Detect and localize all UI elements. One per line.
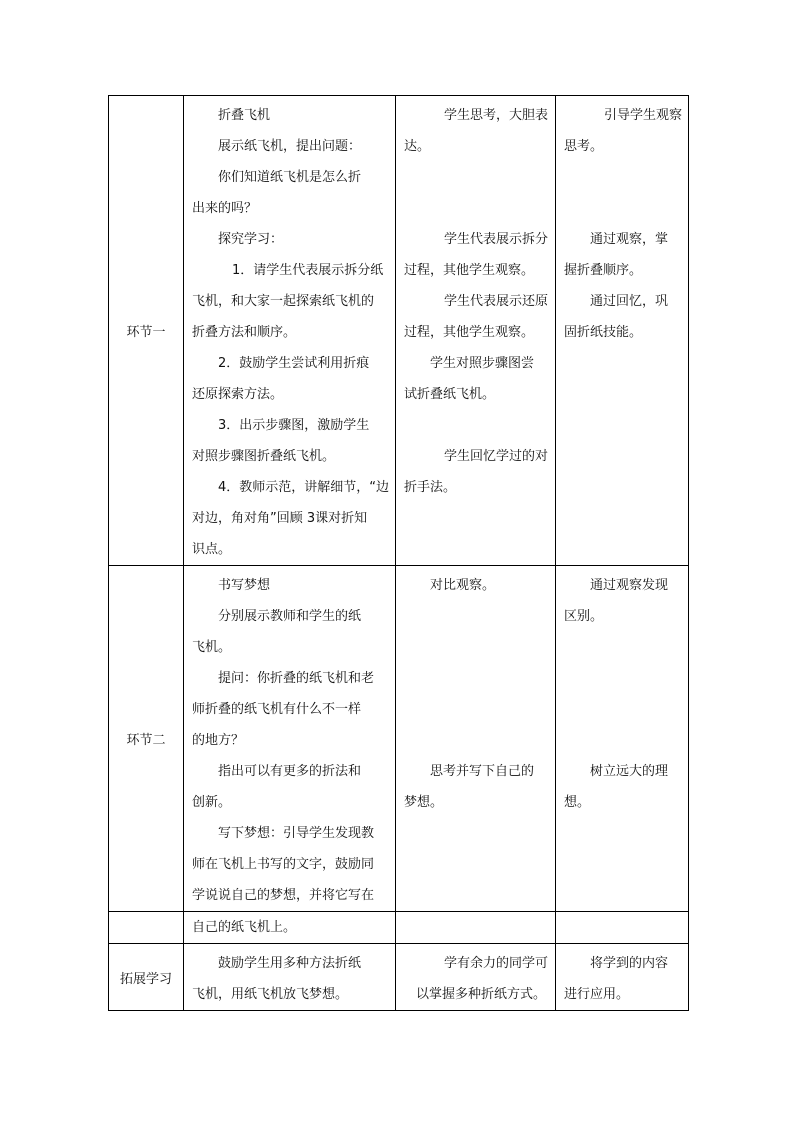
stage-cell bbox=[109, 912, 184, 944]
text-line: 2．鼓励学生尝试利用折痕 bbox=[218, 356, 370, 371]
text-line bbox=[564, 193, 682, 224]
text-line: 进行应用。 bbox=[564, 987, 630, 1002]
text-line bbox=[564, 632, 682, 663]
text-line: 达。 bbox=[404, 139, 431, 154]
text-line: 固折纸技能。 bbox=[564, 325, 643, 340]
text-line: 飞机，和大家一起探索纸飞机的 bbox=[192, 294, 375, 309]
text-line bbox=[564, 694, 682, 725]
text-line: 创新。 bbox=[192, 795, 232, 810]
student-activity-cell bbox=[396, 944, 556, 1011]
text-line: 折叠飞机 bbox=[218, 108, 271, 123]
text-line: 出来的吗？ bbox=[192, 201, 258, 216]
student-activity-cell bbox=[396, 912, 556, 944]
text-line: 展示纸飞机，提出问题： bbox=[218, 139, 362, 154]
table-row bbox=[109, 944, 689, 1011]
stage-cell: 环节一 bbox=[109, 96, 184, 566]
text-line: 学生对照步骤图尝 bbox=[430, 356, 535, 371]
text-line: 分别展示教师和学生的纸 bbox=[218, 609, 362, 624]
text-line: 折叠方法和顺序。 bbox=[192, 325, 297, 340]
stage-cell: 拓展学习 bbox=[109, 944, 184, 1011]
student-activity-cell bbox=[396, 566, 556, 912]
text-line: 通过观察，掌 bbox=[590, 232, 669, 247]
text-line: 师折叠的纸飞机有什么不一样 bbox=[192, 702, 362, 717]
text-line: 握折叠顺序。 bbox=[564, 263, 643, 278]
text-line: 3．出示步骤图，激励学生 bbox=[218, 418, 370, 433]
text-line: 对比观察。 bbox=[430, 578, 496, 593]
text-line: 提问：你折叠的纸飞机和老 bbox=[218, 671, 375, 686]
text-line: 指出可以有更多的折法和 bbox=[218, 764, 362, 779]
content-cell bbox=[184, 96, 396, 566]
text-line: 4．教师示范，讲解细节，“边 bbox=[218, 480, 390, 495]
text-line: 你们知道纸飞机是怎么折 bbox=[218, 170, 362, 185]
text-line bbox=[404, 663, 549, 694]
lesson-plan-table bbox=[108, 95, 689, 1011]
text-line: 学生代表展示还原 bbox=[444, 294, 549, 309]
text-line: 飞机，用纸飞机放飞梦想。 bbox=[192, 987, 349, 1002]
text-line bbox=[404, 410, 549, 441]
text-line: 思考并写下自己的 bbox=[430, 764, 535, 779]
text-line: 鼓励学生用多种方法折纸 bbox=[218, 956, 362, 971]
table-row bbox=[109, 566, 689, 912]
text-line: 想。 bbox=[564, 795, 591, 810]
text-line: 书写梦想 bbox=[218, 578, 271, 593]
text-line: 识点。 bbox=[192, 542, 232, 557]
table-row bbox=[109, 912, 689, 944]
text-line: 过程，其他学生观察。 bbox=[404, 325, 535, 340]
text-line bbox=[404, 725, 549, 756]
text-line: 自己的纸飞机上。 bbox=[192, 920, 297, 935]
text-line: 还原探索方法。 bbox=[192, 387, 284, 402]
text-line bbox=[564, 725, 682, 756]
text-line: 的地方？ bbox=[192, 733, 245, 748]
table-row bbox=[109, 96, 689, 566]
text-line: 写下梦想：引导学生发现教 bbox=[218, 826, 375, 841]
text-line: 过程，其他学生观察。 bbox=[404, 263, 535, 278]
text-line bbox=[404, 162, 549, 193]
text-line: 师在飞机上书写的文字，鼓励同 bbox=[192, 857, 375, 872]
text-line: 学生代表展示拆分 bbox=[444, 232, 549, 247]
text-line: 对边，角对角”回顾 3课对折知 bbox=[192, 511, 368, 526]
text-line bbox=[404, 193, 549, 224]
text-line: 通过观察发现 bbox=[590, 578, 669, 593]
text-line: 思考。 bbox=[564, 139, 604, 154]
text-line: 折手法。 bbox=[404, 480, 457, 495]
text-line: 学说说自己的梦想，并将它写在 bbox=[192, 888, 375, 903]
text-line: 学有余力的同学可 bbox=[444, 956, 549, 971]
text-line: 以掌握多种折纸方式。 bbox=[416, 987, 547, 1002]
design-intent-cell bbox=[556, 566, 689, 912]
text-line: 1．请学生代表展示拆分纸 bbox=[232, 263, 384, 278]
content-cell bbox=[184, 912, 396, 944]
text-line bbox=[564, 663, 682, 694]
text-line: 对照步骤图折叠纸飞机。 bbox=[192, 449, 336, 464]
design-intent-cell bbox=[556, 944, 689, 1011]
student-activity-cell bbox=[396, 96, 556, 566]
text-line: 探究学习： bbox=[218, 232, 284, 247]
design-intent-cell bbox=[556, 96, 689, 566]
stage-cell: 环节二 bbox=[109, 566, 184, 912]
design-intent-cell bbox=[556, 912, 689, 944]
content-cell bbox=[184, 944, 396, 1011]
text-line bbox=[404, 694, 549, 725]
text-line: 树立远大的理 bbox=[590, 764, 669, 779]
text-line: 学生思考，大胆表 bbox=[444, 108, 549, 123]
text-line: 学生回忆学过的对 bbox=[444, 449, 549, 464]
text-line: 飞机。 bbox=[192, 640, 232, 655]
text-line bbox=[404, 601, 549, 632]
text-line: 将学到的内容 bbox=[590, 956, 669, 971]
text-line: 通过回忆，巩 bbox=[590, 294, 669, 309]
content-cell bbox=[184, 566, 396, 912]
text-line: 区别。 bbox=[564, 609, 604, 624]
text-line: 引导学生观察 bbox=[604, 108, 683, 123]
text-line: 梦想。 bbox=[404, 795, 444, 810]
text-line bbox=[564, 162, 682, 193]
text-line bbox=[404, 632, 549, 663]
text-line: 试折叠纸飞机。 bbox=[404, 387, 496, 402]
